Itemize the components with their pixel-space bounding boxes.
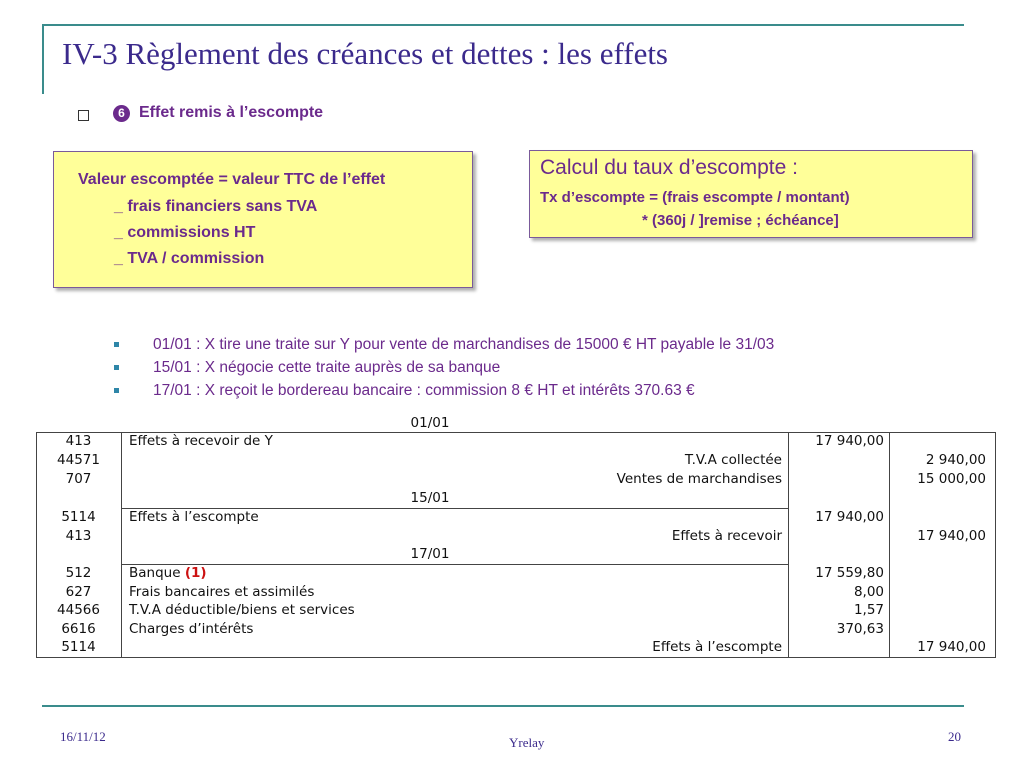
credit-label: Effets à recevoir: [671, 528, 782, 544]
bullet-text: 17/01 : X reçoit le bordereau bancaire : commission 8 € HT et intérêts 370.63 €: [153, 382, 695, 399]
left-rule: [42, 24, 44, 94]
credit-amount: 17 940,00: [917, 528, 986, 544]
credit-amount: 2 940,00: [925, 452, 986, 468]
slide-subtitle: Effet remis à l’escompte: [139, 104, 324, 121]
debit-amount: 17 559,80: [815, 565, 884, 581]
footer-date: 16/11/12: [60, 729, 106, 744]
debit-label: Effets à l’escompte: [129, 509, 259, 525]
debit-label: Effets à recevoir de Y: [129, 433, 273, 449]
formula-box: [53, 151, 473, 288]
credit-label: T.V.A collectée: [684, 452, 782, 468]
debit-amount: 370,63: [836, 621, 884, 637]
debit-label: Banque: [129, 565, 181, 581]
formula-line: _ frais financiers sans TVA: [114, 198, 318, 215]
footnote-ref: (1): [184, 565, 207, 581]
top-rule: [42, 24, 964, 26]
account-number: 6616: [61, 621, 96, 637]
account-number: 627: [65, 584, 92, 600]
debit-label: T.V.A déductible/biens et services: [129, 602, 355, 618]
account-number: 413: [65, 528, 92, 544]
debit-amount: 17 940,00: [815, 509, 884, 525]
credit-amount: 15 000,00: [917, 471, 986, 487]
journal-table: [36, 414, 996, 658]
debit-amount: 17 940,00: [815, 433, 884, 449]
account-number: 707: [65, 471, 92, 487]
square-bullet-icon: [114, 342, 119, 347]
date-label: 17/01: [398, 545, 462, 563]
account-number: 44571: [57, 452, 100, 468]
column-line: [995, 432, 996, 657]
date-separator: [121, 564, 789, 565]
credit-amount: 17 940,00: [917, 639, 986, 655]
rate-box: [529, 150, 973, 238]
date-label: 01/01: [398, 414, 462, 432]
formula-line: _ commissions HT: [114, 224, 256, 241]
rate-box-title: Calcul du taux d’escompte :: [540, 156, 798, 179]
column-line: [889, 432, 890, 657]
bullet-text: 15/01 : X négocie cette traite auprès de sa banque: [153, 359, 501, 376]
debit-label-wrap: [129, 564, 207, 582]
date-label: 15/01: [398, 489, 462, 507]
account-number: 512: [65, 565, 92, 581]
bullet-text: 01/01 : X tire une traite sur Y pour vente de marchandises de 15000 € HT payable le 31/03: [153, 336, 775, 353]
slide-title: IV-3 Règlement des créances et dettes : les effets: [62, 36, 668, 71]
account-number: 5114: [61, 639, 96, 655]
column-line: [788, 432, 789, 657]
debit-label: Frais bancaires et assimilés: [129, 584, 315, 600]
column-line: [121, 432, 122, 657]
debit-label: Charges d’intérêts: [129, 621, 254, 637]
credit-label: Ventes de marchandises: [616, 471, 782, 487]
account-number: 44566: [57, 602, 100, 618]
debit-amount: 1,57: [853, 602, 884, 618]
credit-label: Effets à l’escompte: [652, 639, 782, 655]
rate-formula-line: * (360j / ]remise ; échéance]: [642, 212, 839, 229]
rate-formula-line: Tx d’escompte = (frais escompte / montant): [540, 189, 850, 206]
formula-line: Valeur escomptée = valeur TTC de l’effet: [78, 171, 386, 188]
page-number: 20: [948, 729, 961, 744]
footer-author: Yrelay: [509, 735, 545, 750]
square-bullet-icon: [114, 388, 119, 393]
account-number: 5114: [61, 509, 96, 525]
debit-amount: 8,00: [853, 584, 884, 600]
bottom-line: [36, 657, 996, 658]
formula-line: _ TVA / commission: [114, 250, 265, 267]
subtitle-row: [78, 104, 323, 122]
number-circle-icon: 6: [113, 105, 130, 122]
square-bullet-icon: [114, 365, 119, 370]
footer-rule: [42, 705, 964, 707]
account-number: 413: [65, 433, 92, 449]
checkbox-bullet-icon: [78, 110, 89, 121]
